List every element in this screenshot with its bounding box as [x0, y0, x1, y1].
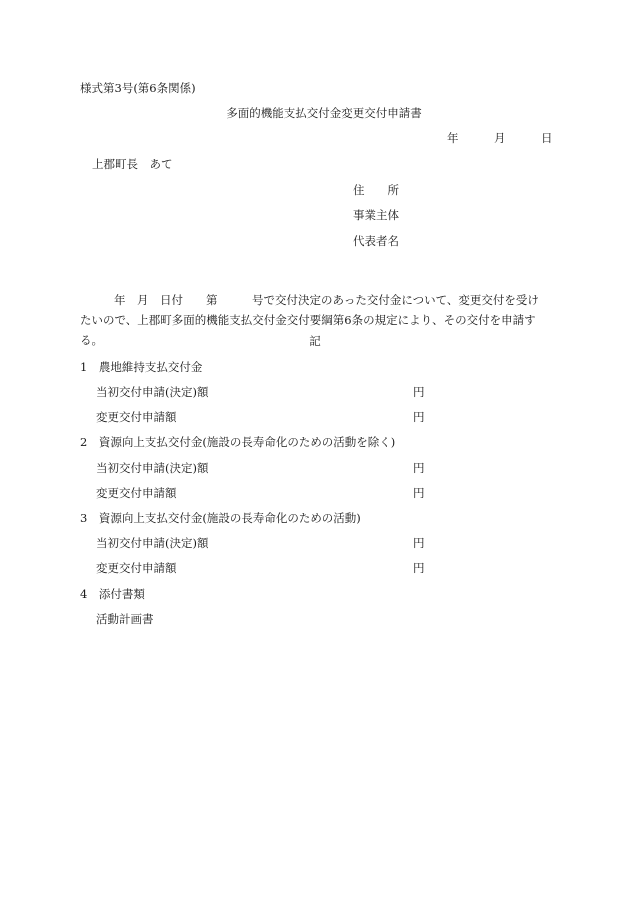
section-2-initial-unit: 円 — [413, 461, 425, 475]
section-title: 添付書類 — [98, 587, 145, 601]
section-3-change-unit: 円 — [413, 561, 425, 575]
document-title: 多面的機能支払交付金変更交付申請書 — [226, 106, 422, 120]
section-4-heading — [80, 589, 145, 601]
section-number: 3 — [80, 511, 88, 525]
section-1-heading — [80, 362, 202, 374]
address-label: 住 所 — [353, 183, 399, 197]
addressee: 上郡町長 あて — [92, 157, 173, 171]
section-3-change-label: 変更交付申請額 — [96, 561, 177, 575]
attachment-item: 活動計画書 — [96, 612, 154, 626]
section-3-initial-unit: 円 — [413, 536, 425, 550]
entity-label: 事業主体 — [353, 208, 399, 222]
section-1-change-unit: 円 — [413, 410, 425, 424]
section-3-heading — [80, 513, 361, 525]
date-year: 年 — [447, 131, 459, 145]
section-2-change-unit: 円 — [413, 486, 425, 500]
section-number: 4 — [80, 587, 88, 601]
section-number: 2 — [80, 435, 88, 449]
date-month: 月 — [494, 131, 506, 145]
section-2-initial-label: 当初交付申請(決定)額 — [96, 461, 209, 475]
section-1-initial-unit: 円 — [413, 385, 425, 399]
section-title: 農地維持支払交付金 — [98, 360, 203, 374]
section-title: 資源向上支払交付金(施設の長寿命化のための活動を除く) — [98, 435, 396, 449]
ki-heading: 記 — [309, 334, 321, 348]
section-1-change-label: 変更交付申請額 — [96, 410, 177, 424]
section-1-initial-label: 当初交付申請(決定)額 — [96, 385, 209, 399]
date-day: 日 — [541, 131, 553, 145]
section-title: 資源向上支払交付金(施設の長寿命化のための活動) — [98, 511, 361, 525]
section-number: 1 — [80, 360, 88, 374]
section-2-change-label: 変更交付申請額 — [96, 486, 177, 500]
section-3-initial-label: 当初交付申請(決定)額 — [96, 536, 209, 550]
form-number: 様式第3号(第6条関係) — [80, 81, 196, 95]
section-2-heading — [80, 437, 395, 449]
representative-label: 代表者名 — [353, 234, 399, 248]
application-body-text: 年 月 日付 第 号で交付決定のあった交付金について、変更交付を受けたいので、上郡町多面的機能支払交付金交付要綱第6条の規定により、その交付を申請する。 — [80, 293, 539, 347]
